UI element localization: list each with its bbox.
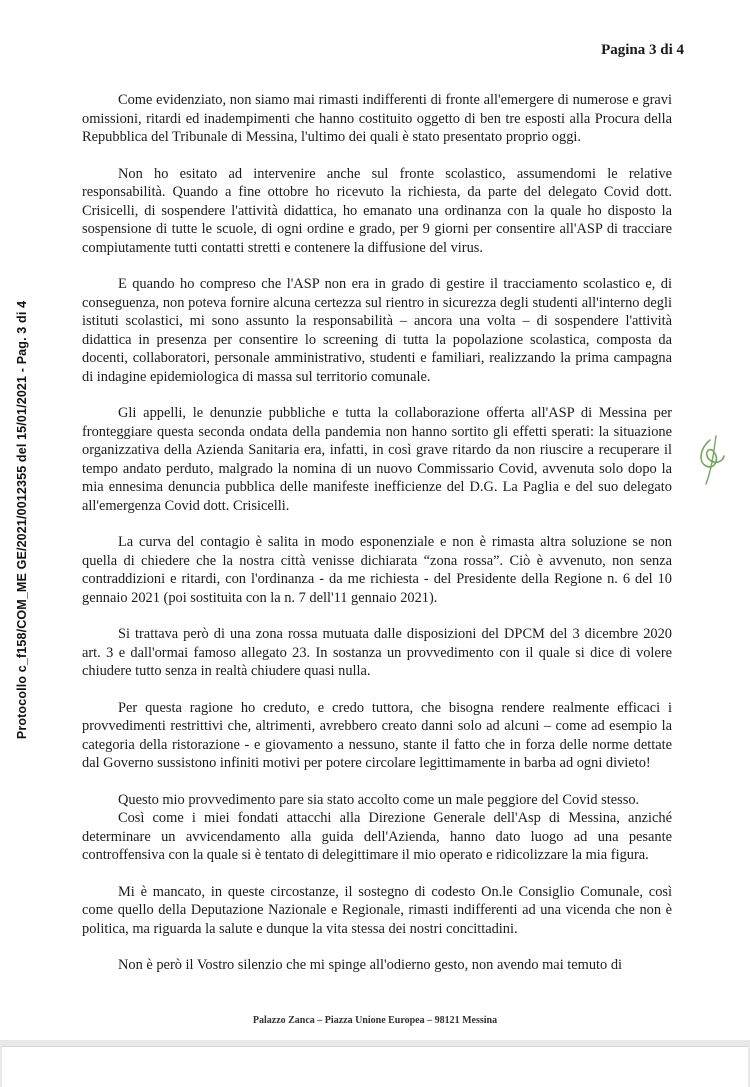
paragraph: La curva del contagio è salita in modo esponenziale e non è rimasta altra soluzione se non quella di chiedere che la nostra città venisse dichiarata “zona rossa”. Ciò è avvenuto, non senza contraddizioni e ritardi, con l'ordinanza - da me richiesta - del Presidente della Regione n. 6 del 10 gennaio 2021 (poi sostituita con la n. 7 dell'11 gennaio 2021). (82, 534, 672, 606)
paragraph: Così come i miei fondati attacchi alla Direzione Generale dell'Asp di Messina, anziché determinare un avvicendamento alla guida dell'Azienda, hanno dato luogo ad una pesante controffensiva con la quale si è tentato di delegittimare il mio operato e ridicolizzare la mia figura. (82, 810, 672, 863)
letter-body (82, 91, 672, 975)
paragraph: Mi è mancato, in queste circostanze, il sostegno di codesto On.le Consiglio Comunale, così come quello della Deputazione Nazionale e Regionale, rimasti indifferenti ad una vicenda che non è politica, ma riguarda la salute e dunque la vita stessa dei nostri concittadini. (82, 883, 672, 937)
page-number: Pagina 3 di 4 (601, 42, 684, 58)
footer-address: Palazzo Zanca – Piazza Unione Europea – 98121 Messina (252, 1015, 498, 1026)
handwritten-initials-mark (692, 430, 732, 490)
paragraph: Gli appelli, le denunzie pubbliche e tutta la collaborazione offerta all'ASP di Messina per fronteggiare questa seconda ondata della pandemia non hanno sortito gli effetti sperati: la situazione organizzativa della Azienda Sanitaria era, infatti, in così grave ritardo da non riuscire a recuperare il tempo andato perduto, malgrado la nomina di un nuovo Commissario Covid, avvenuta solo dopo la mia ennesima denuncia pubblica delle manifeste inefficienze del D.G. La Paglia e del suo delegato all'emergenza Covid dott. Crisicelli. (82, 405, 672, 514)
next-page-edge (2, 1046, 748, 1087)
paragraph: Si trattava però di una zona rossa mutuata dalle disposizioni del DPCM del 3 dicembre 2020 art. 3 e dall'ormai famoso allegato 23. In sostanza un provvedimento con il quale si dice di volere chiudere tutto senza in realtà chiudere quasi nulla. (82, 626, 672, 679)
paragraph: Come evidenziato, non siamo mai rimasti indifferenti di fronte all'emergere di numerose e gravi omissioni, ritardi ed inadempimenti che hanno costituito oggetto di ben tre esposti alla Procura della Repubblica del Tribunale di Messina, l'ultimo dei quali è stato presentato proprio oggi. (82, 92, 672, 145)
paragraph: Per questa ragione ho creduto, e credo tuttora, che bisogna rendere realmente efficaci i provvedimenti restrittivi che, altrimenti, avrebbero creato danni solo ad alcuni – come ad esempio la categoria della ristorazione - e giovamento a nessuno, stante il fatto che in forza delle norme dettate dal Governo sussistono infiniti motivi per potere circolare legittimamente in barba ad ogni divieto! (82, 699, 672, 771)
paragraph: Questo mio provvedimento pare sia stato accolto come un male peggiore del Covid stesso. (118, 791, 640, 808)
paragraph: Non è però il Vostro silenzio che mi spinge all'odierno gesto, non avendo mai temuto di (118, 957, 623, 973)
paragraph: E quando ho compreso che l'ASP non era in grado di gestire il tracciamento scolastico e, di conseguenza, non poteva fornire alcuna certezza sul rientro in sicurezza degli studenti all'interno degli istituti scolastici, mi sono assunto la responsabilità – ancora una volta – di sospendere l'attività didattica in presenza per consentire lo screening di tutta la popolazione scolastica, composta da docenti, collaboratori, personale amministrativo, studenti e familiari, realizzando la prima campagna di indagine epidemiologica di massa sul territorio comunale. (82, 276, 672, 385)
paragraph: Non ho esitato ad intervenire anche sul fronte scolastico, assumendomi le relative responsabilità. Quando a fine ottobre ho ricevuto la richiesta, da parte del delegato Covid dott. Crisicelli, di sospendere l'attività didattica, ho emanato una ordinanza con la quale ho disposto la sospensione di tutte le scuole, di ogni ordine e grado, per 9 giorni per consentire all'ASP di tracciare compiutamente tutti contatti stretti e contenere la diffusione del virus. (82, 165, 672, 256)
protocol-stamp: Protocollo c_f158/COM_ME GE/2021/0012355 del 15/01/2021 - Pag. 3 di 4 (15, 300, 29, 740)
